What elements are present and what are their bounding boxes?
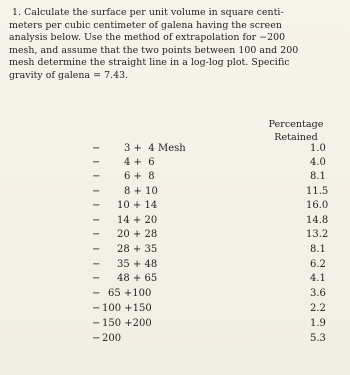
problem-line: meters per cubic centimeter of galena having the screen (9, 19, 282, 31)
row-mesh: 48 + 65 (117, 273, 158, 284)
row-value: 8.1 (310, 171, 326, 182)
percentage-header-line1: Percentage (268, 119, 324, 130)
table-row (92, 303, 342, 317)
row-dash: − (92, 259, 101, 270)
row-mesh: 150 +200 (102, 318, 152, 329)
table-row (92, 318, 342, 332)
mesh-column-header: Mesh (158, 143, 186, 154)
table-row (92, 288, 342, 302)
table-row (92, 143, 342, 157)
table-row (92, 229, 342, 243)
row-dash: − (92, 143, 101, 154)
problem-line: gravity of galena = 7.43. (9, 69, 129, 81)
problem-statement (7, 7, 345, 83)
row-dash: − (92, 171, 101, 182)
row-mesh: 35 + 48 (117, 259, 158, 270)
table-row (92, 200, 342, 214)
row-dash: − (92, 318, 101, 329)
table-row (92, 273, 342, 287)
row-value: 1.0 (310, 143, 326, 154)
row-mesh: 3 + 4 (124, 143, 155, 154)
table-row (92, 171, 342, 185)
row-dash: − (92, 186, 101, 197)
row-value: 14.8 (306, 215, 329, 226)
percentage-header-line2: Retained (274, 131, 318, 143)
row-value: 13.2 (306, 229, 329, 240)
row-value: 11.5 (306, 186, 329, 197)
row-dash: − (92, 215, 101, 226)
table-row (92, 244, 342, 258)
row-value: 4.0 (310, 157, 326, 168)
row-mesh: 14 + 20 (117, 215, 158, 226)
row-value: 1.9 (310, 318, 326, 329)
problem-line: mesh, and assume that the two points between 100 and 200 (9, 44, 299, 56)
table-row (92, 333, 342, 347)
row-value: 16.0 (306, 200, 329, 211)
row-mesh: 6 + 8 (124, 171, 155, 182)
row-dash: − (92, 303, 101, 314)
row-dash: − (92, 273, 101, 284)
row-value: 6.2 (310, 259, 326, 270)
table-row (92, 215, 342, 229)
percentage-column-header (251, 119, 341, 144)
problem-line: analysis below. Use the method of extrapolation for −200 (9, 32, 286, 44)
row-value: 5.3 (310, 333, 326, 344)
row-mesh: 20 + 28 (117, 229, 158, 240)
table-row (92, 259, 342, 273)
row-dash: − (92, 244, 101, 255)
row-mesh: 65 +100 (108, 288, 152, 299)
row-value: 3.6 (310, 288, 326, 299)
table-row (92, 186, 342, 200)
row-dash: − (92, 229, 101, 240)
table-row (92, 157, 342, 171)
row-value: 8.1 (310, 244, 326, 255)
row-mesh: 4 + 6 (124, 157, 155, 168)
problem-line: 1. Calculate the surface per unit volume in square centi- (12, 7, 284, 18)
row-dash: − (92, 333, 101, 344)
row-dash: − (92, 288, 101, 299)
row-mesh: 10 + 14 (117, 200, 158, 211)
row-mesh: 28 + 35 (117, 244, 158, 255)
row-mesh: 100 +150 (102, 303, 152, 314)
problem-line: mesh determine the straight line in a log-log plot. Specific (9, 57, 290, 69)
row-value: 4.1 (310, 273, 326, 284)
row-mesh: 8 + 10 (124, 186, 158, 197)
row-dash: − (92, 157, 101, 168)
row-dash: − (92, 200, 101, 211)
row-mesh: 200 (102, 333, 122, 344)
row-value: 2.2 (310, 303, 326, 314)
